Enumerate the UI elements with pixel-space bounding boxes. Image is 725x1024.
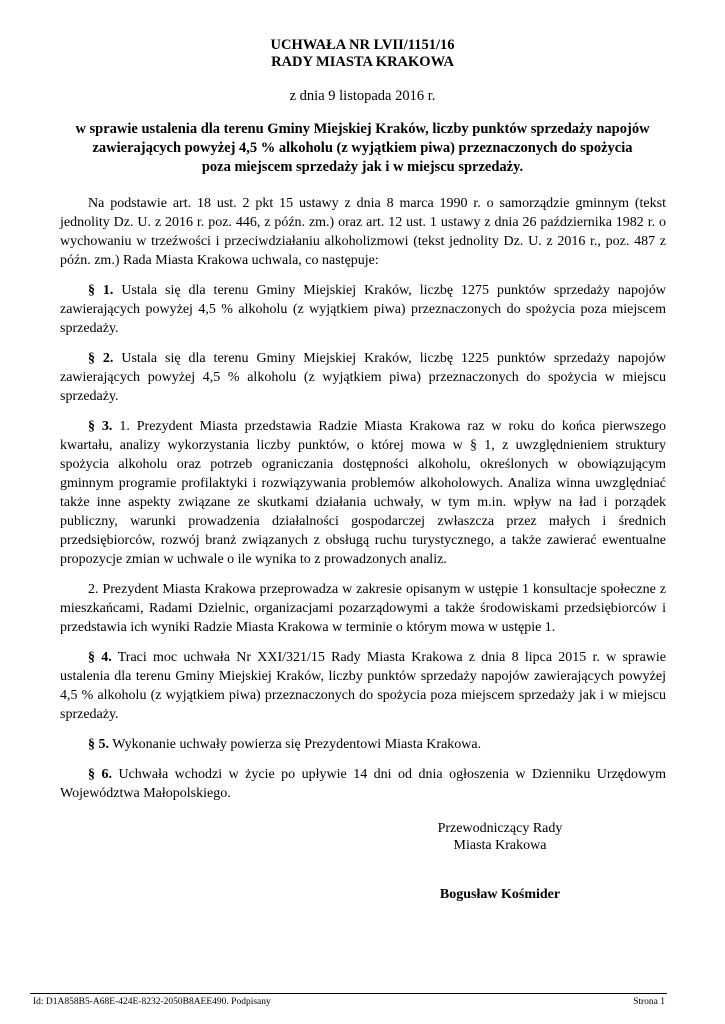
paragraph-text: 1. Prezydent Miasta przedstawia Radzie Miasta Krakowa raz w roku do końca pierwszego kwartału, analizy wykorzystania liczby punktów, o której mowa w § 1, z uwzględnieniem struktury spożycia alkoholu oraz potrzeb ograniczania dostępności alkoholu, określonych w obowiązującym gminnym programie profilaktyki i rozwiązywania problemów alkoholowych. Analiza winna uwzględniać także inne aspekty związane ze skutkami działania uchwały, w tym m.in. wpływ na ład i porządek publiczny, warunki prowadzenia działalności gospodarczej zwłaszcza przez małych i średnich przedsiębiorców, rozwój branż związanych z obsługą ruchu turystycznego, a także zawierać ewentualne propozycje zmian w uchwale o ile wynika to z prowadzonych analiz. — [60, 419, 667, 567]
paragraph-4 — [60, 648, 666, 724]
paragraph-label: § 4. — [88, 650, 112, 665]
paragraph-3 — [60, 417, 666, 569]
signatory-name: Bogusław Kośmider — [439, 887, 561, 902]
paragraph-1 — [60, 281, 666, 338]
resolution-body — [60, 194, 666, 814]
paragraph-text: Traci moc uchwała Nr XXI/321/15 Rady Miasta Krakowa z dnia 8 lipca 2015 r. w sprawie ustalenia dla terenu Gminy Miejskiej Kraków, liczby punktów sprzedaży napojów zawierających powyżej 4,5 % alkoholu (z wyjątkiem piwa) przeznaczonych do spożycia poza miejscem sprzedaży jak i w miejscu sprzedaży. — [60, 650, 667, 722]
paragraph-label: § 1. — [88, 283, 114, 298]
paragraph-text: Wykonanie uchwały powierza się Prezydentowi Miasta Krakowa. — [109, 737, 482, 752]
paragraph-label: § 6. — [88, 767, 112, 782]
paragraph-text: 2. Prezydent Miasta Krakowa przeprowadza w zakresie opisanym w ustępie 1 konsultacje społeczne z mieszkańcami, Radami Dzielnic, organizacjami pozarządowymi a także środowiskami przedsiębiorców i przedstawia ich wyniki Radzie Miasta Krakowa w terminie o którym mowa w ustępie 1. — [60, 582, 666, 635]
paragraph-label: § 5. — [88, 737, 109, 752]
paragraph-text: Uchwała wchodzi w życie po upływie 14 dni od dnia ogłoszenia w Dzienniku Urzędowym Województwa Małopolskiego. — [60, 767, 667, 801]
preamble: Na podstawie art. 18 ust. 2 pkt 15 ustawy z dnia 8 marca 1990 r. o samorządzie gminnym (tekst jednolity Dz. U. z 2016 r. poz. 446, z późn. zm.) oraz art. 12 ust. 1 ustawy z dnia 26 października 1982 r. o wychowaniu w trzeźwości i przeciwdziałaniu alkoholizmowi (tekst jednolity Dz. U. z 2016 r., poz. 487 z późn. zm.) Rada Miasta Krakowa uchwala, co następuje: — [60, 196, 666, 268]
paragraph-text: Ustala się dla terenu Gminy Miejskiej Kraków, liczbę 1275 punktów sprzedaży napojów zawierających powyżej 4,5 % alkoholu (z wyjątkiem piwa) przeznaczonych do spożycia poza miejscem sprzedaży. — [60, 283, 667, 336]
paragraph-label: § 2. — [88, 351, 114, 366]
paragraph-text: Ustala się dla terenu Gminy Miejskiej Kraków, liczbę 1225 punktów sprzedaży napojów zawierających powyżej 4,5 % alkoholu (z wyjątkiem piwa) przeznaczonych do spożycia w miejscu sprzedaży. — [60, 351, 667, 404]
resolution-number: UCHWAŁA NR LVII/1151/16 — [270, 37, 455, 53]
paragraph-5 — [60, 735, 666, 754]
page-number: Strona 1 — [633, 997, 665, 1007]
paragraph-2 — [60, 349, 666, 406]
document-id: Id: D1A858B5-A68E-424E-8232-2050B8AEE490. Podpisany — [33, 997, 271, 1007]
paragraph-3-section-2 — [60, 580, 666, 637]
signature-role: Przewodniczący Rady — [437, 821, 563, 836]
paragraph-label: § 3. — [88, 419, 113, 434]
footer-divider — [30, 993, 667, 994]
council-name: RADY MIASTA KRAKOWA — [271, 54, 454, 70]
subject-line: zawierających powyżej 4,5 % alkoholu (z wyjątkiem piwa) przeznaczonych do spożycia — [92, 140, 633, 156]
subject-line: poza miejscem sprzedaży jak i w miejscu sprzedaży. — [201, 159, 524, 175]
resolution-date: z dnia 9 listopada 2016 r. — [289, 88, 436, 104]
resolution-subject — [60, 120, 665, 177]
signature-role-line-2: Miasta Krakowa — [453, 838, 547, 853]
paragraph-6 — [60, 765, 666, 803]
subject-line: w sprawie ustalenia dla terenu Gminy Miejskiej Kraków, liczby punktów sprzedaży napojów — [75, 121, 650, 137]
